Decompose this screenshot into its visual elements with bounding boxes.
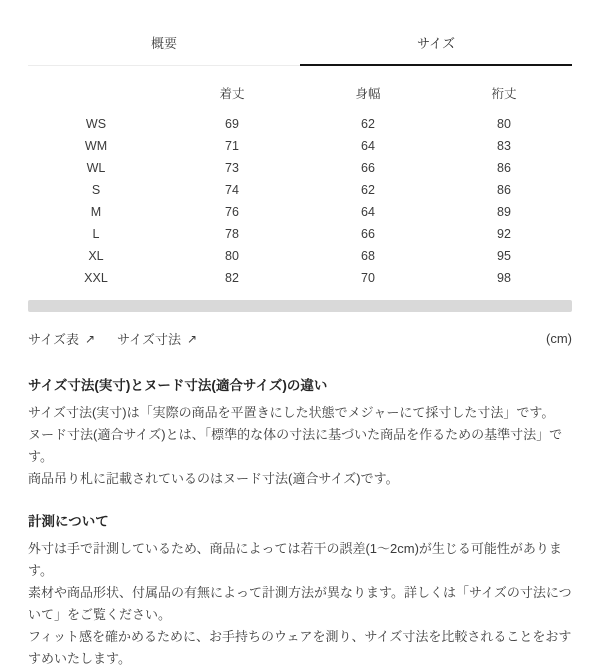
table-header-row [28,83,572,105]
measurement-section [28,511,572,670]
value-width: 66 [361,227,375,241]
size-explanation-section [28,375,572,490]
value-length: 80 [225,249,239,263]
table-row [28,201,572,223]
size-chart-link[interactable] [28,329,95,348]
value-width: 64 [361,139,375,153]
size-column-spacer [28,83,164,105]
value-sleeve: 92 [497,227,511,241]
table-row [28,157,572,179]
size-table [28,83,572,289]
links-row [28,329,572,348]
value-sleeve: 98 [497,271,511,285]
size-label: WL [86,161,106,175]
column-header-length: 着丈 [219,87,245,101]
size-label: XXL [84,271,108,285]
value-width: 68 [361,249,375,263]
value-length: 71 [225,139,239,153]
table-row [28,113,572,135]
table-row [28,179,572,201]
external-link-icon: ↗ [187,331,198,346]
size-dimensions-link-label: サイズ寸法 [117,332,181,347]
value-length: 73 [225,161,239,175]
external-link-icon: ↗ [84,331,96,346]
tab-overview-label: 概要 [150,36,177,51]
value-length: 74 [225,183,239,197]
table-row [28,267,572,289]
size-tab-page [0,33,600,670]
column-header-width: 身幅 [355,87,381,101]
value-sleeve: 83 [497,139,511,153]
size-label: S [91,183,101,197]
horizontal-scrollbar[interactable] [28,300,572,312]
section-heading: 計測について [28,514,109,529]
size-label: L [92,227,100,241]
size-chart-link-label: サイズ表 [28,332,79,347]
value-width: 62 [361,117,375,131]
column-header-sleeve: 裄丈 [491,87,517,101]
value-length: 69 [225,117,239,131]
section-paragraph: フィット感を確かめるために、お手持ちのウェアを測り、サイズ寸法を比較されることをおすすめいたします。 [28,629,572,666]
table-row [28,245,572,267]
section-paragraph: サイズ寸法(実寸)は「実際の商品を平置きにした状態でメジャーにて採寸した寸法」です。 [28,405,555,420]
table-row [28,223,572,245]
tab-size-label: サイズ [417,36,455,51]
value-length: 82 [225,271,239,285]
value-width: 66 [361,161,375,175]
section-paragraph: 商品吊り札に記載されているのはヌード寸法(適合サイズ)です。 [28,471,399,486]
value-sleeve: 95 [497,249,511,263]
section-paragraph: 外寸は手で計測しているため、商品によっては若干の誤差(1〜2cm)が生じる可能性があります。 [28,541,562,578]
size-label: WS [85,117,107,131]
size-label: WM [84,139,108,153]
size-label: M [90,205,102,219]
tab-overview[interactable] [28,33,300,66]
value-width: 62 [361,183,375,197]
section-heading: サイズ寸法(実寸)とヌード寸法(適合サイズ)の違い [28,378,328,393]
value-width: 70 [361,271,375,285]
value-sleeve: 86 [497,183,511,197]
table-row [28,135,572,157]
value-sleeve: 86 [497,161,511,175]
tab-size[interactable] [300,33,572,66]
unit-label: (cm) [546,331,572,346]
tab-bar [28,33,572,66]
size-label: XL [88,249,104,263]
section-paragraph: ヌード寸法(適合サイズ)とは、「標準的な体の寸法に基づいた商品を作るための基準寸法」です。 [28,427,563,464]
value-sleeve: 80 [497,117,511,131]
value-length: 76 [225,205,239,219]
section-paragraph: 素材や商品形状、付属品の有無によって計測方法が異なります。詳しくは「サイズの寸法について」をご覧ください。 [28,585,572,622]
value-length: 78 [225,227,239,241]
value-width: 64 [361,205,375,219]
value-sleeve: 89 [497,205,511,219]
size-dimensions-link[interactable] [117,329,197,348]
